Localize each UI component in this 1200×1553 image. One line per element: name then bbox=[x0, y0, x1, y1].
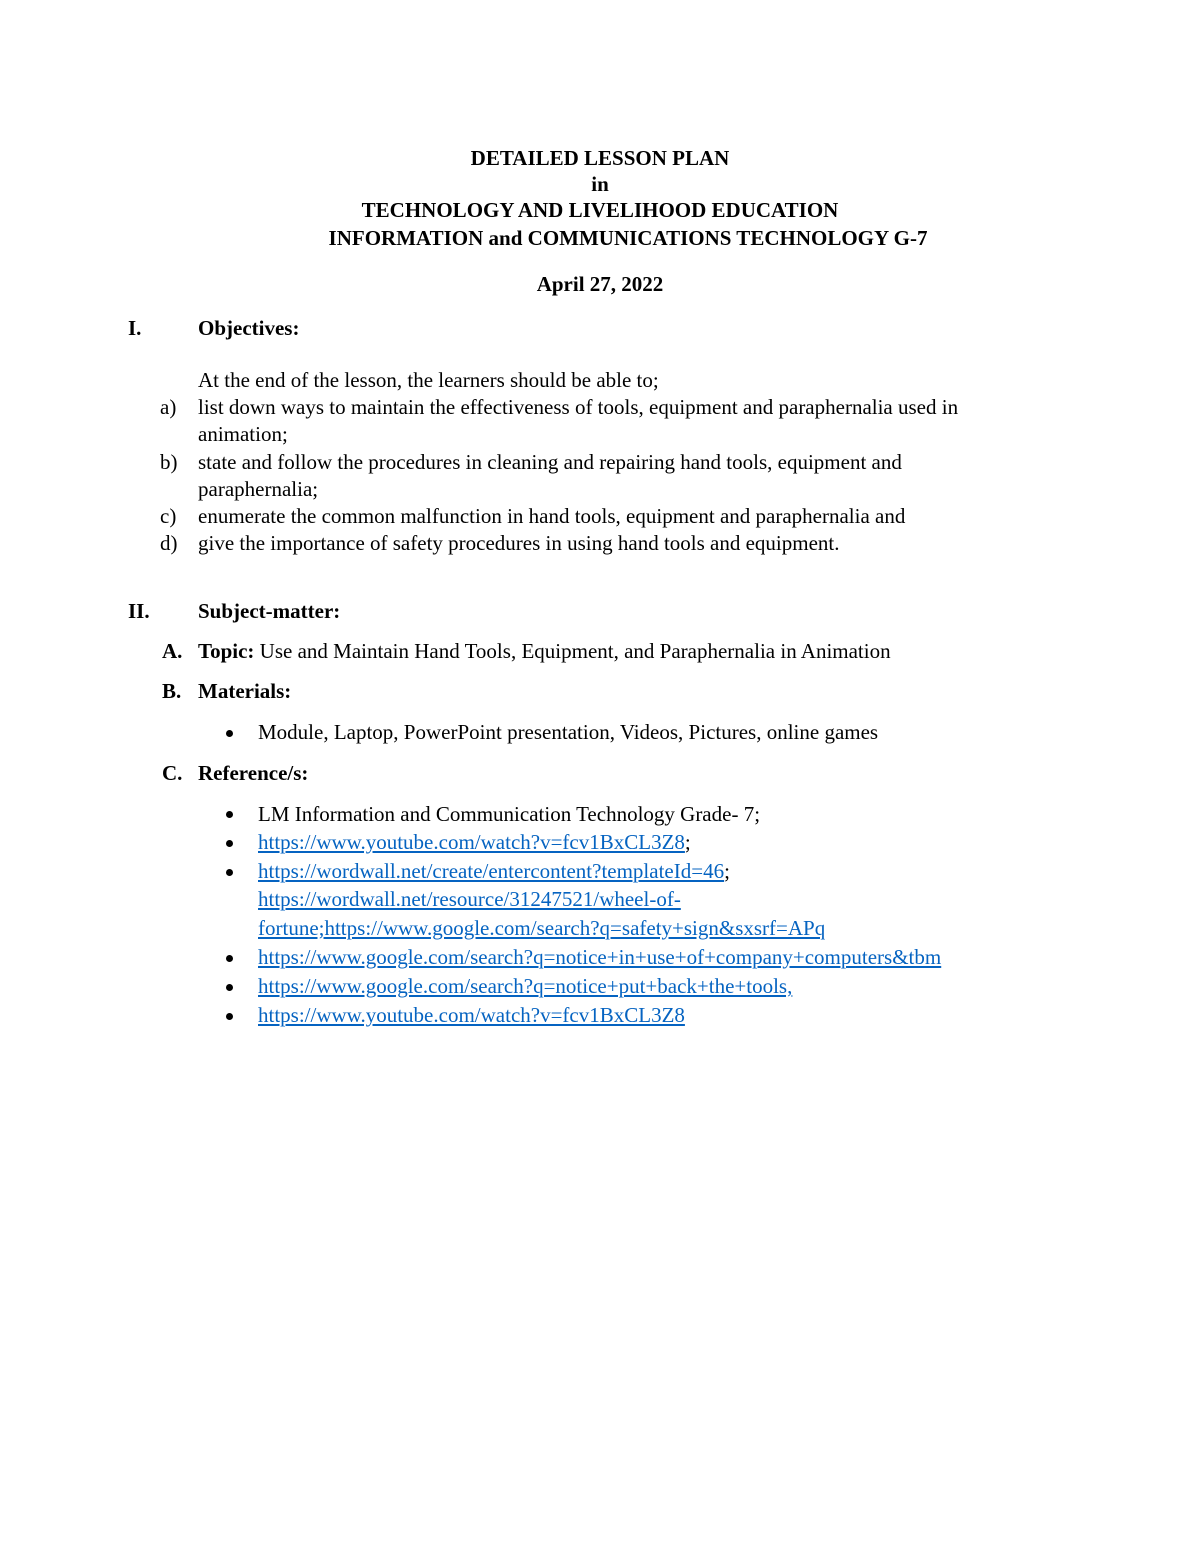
reference-separator: ; bbox=[684, 830, 691, 854]
bullet-icon bbox=[226, 1013, 233, 1020]
bullet-icon bbox=[226, 869, 233, 876]
bullet-icon bbox=[226, 811, 233, 818]
topic-text: Use and Maintain Hand Tools, Equipment, and Paraphernalia in Animation bbox=[254, 639, 891, 663]
section-title-subject: Subject-matter: bbox=[198, 599, 341, 623]
reference-item bbox=[258, 886, 681, 913]
references-marker: C. bbox=[162, 761, 183, 785]
objective-text: paraphernalia; bbox=[198, 477, 319, 501]
objective-marker: d) bbox=[160, 531, 178, 555]
bullet-icon bbox=[226, 984, 233, 991]
doc-title-in: in bbox=[591, 172, 609, 196]
objective-marker: a) bbox=[160, 395, 177, 419]
reference-item bbox=[258, 1002, 685, 1029]
reference-item bbox=[258, 973, 792, 1000]
bullet-icon bbox=[226, 955, 233, 962]
objective-marker: c) bbox=[160, 504, 177, 528]
topic-label: Topic: bbox=[198, 639, 255, 663]
reference-separator: ; bbox=[724, 859, 730, 883]
reference-link[interactable]: https://www.youtube.com/watch?v=fcv1BxCL3Z8 bbox=[258, 1003, 685, 1027]
bullet-icon bbox=[226, 730, 233, 737]
reference-item: LM Information and Communication Technology Grade- 7; bbox=[258, 802, 761, 826]
reference-item bbox=[258, 944, 941, 971]
section-numeral-objectives: I. bbox=[128, 316, 142, 340]
materials-item: Module, Laptop, PowerPoint presentation, Videos, Pictures, online games bbox=[258, 720, 879, 744]
bullet-icon bbox=[226, 840, 233, 847]
objectives-intro: At the end of the lesson, the learners should be able to; bbox=[198, 368, 659, 392]
objective-marker: b) bbox=[160, 450, 178, 474]
doc-date: April 27, 2022 bbox=[536, 272, 664, 296]
objective-text: state and follow the procedures in cleaning and repairing hand tools, equipment and bbox=[198, 450, 902, 474]
reference-item bbox=[258, 858, 730, 885]
doc-subject: TECHNOLOGY AND LIVELIHOOD EDUCATION bbox=[361, 198, 839, 222]
doc-course: INFORMATION and COMMUNICATIONS TECHNOLOGY G-7 bbox=[328, 226, 928, 250]
materials-marker: B. bbox=[162, 679, 182, 703]
doc-title: DETAILED LESSON PLAN bbox=[470, 146, 730, 170]
objective-text: enumerate the common malfunction in hand tools, equipment and paraphernalia and bbox=[198, 504, 906, 528]
materials-label: Materials: bbox=[198, 679, 292, 703]
section-numeral-subject: II. bbox=[128, 599, 150, 623]
reference-item bbox=[258, 915, 825, 942]
section-title-objectives: Objectives: bbox=[198, 316, 300, 340]
objective-text: list down ways to maintain the effectiveness of tools, equipment and paraphernalia used in bbox=[198, 395, 959, 419]
reference-link[interactable]: https://wordwall.net/create/entercontent?templateId=46 bbox=[258, 859, 725, 883]
reference-link[interactable]: https://www.google.com/search?q=notice+in+use+of+company+computers&tbm bbox=[258, 945, 942, 969]
topic-marker: A. bbox=[162, 639, 183, 663]
reference-link[interactable]: https://wordwall.net/resource/31247521/wheel-of- bbox=[258, 887, 681, 911]
topic-line bbox=[198, 638, 891, 665]
reference-link[interactable]: fortune;https://www.google.com/search?q=safety+sign&sxsrf=APq bbox=[258, 916, 826, 940]
objective-text: animation; bbox=[198, 422, 288, 446]
reference-link[interactable]: https://www.google.com/search?q=notice+put+back+the+tools, bbox=[258, 974, 793, 998]
reference-item bbox=[258, 829, 691, 856]
objective-text: give the importance of safety procedures in using hand tools and equipment. bbox=[198, 531, 840, 555]
reference-link[interactable]: https://www.youtube.com/watch?v=fcv1BxCL3Z8 bbox=[258, 830, 685, 854]
references-label: Reference/s: bbox=[198, 761, 309, 785]
